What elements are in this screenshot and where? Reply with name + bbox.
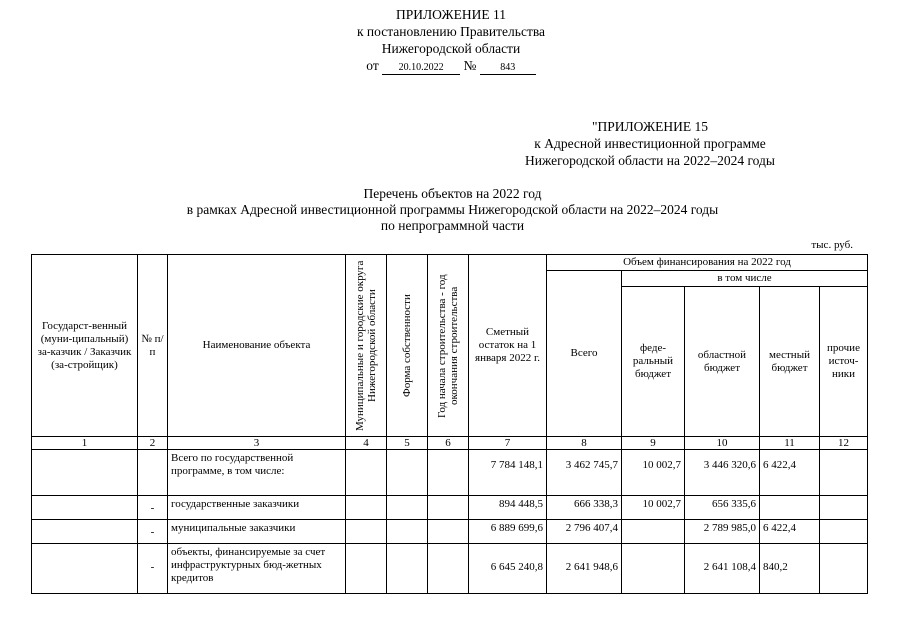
title-line-3: по непрограммной части: [380, 218, 525, 233]
other-value: [820, 450, 868, 496]
header-municipality-text: Муниципальные и городские округа Нижегородской области: [354, 260, 378, 431]
local-value: 6 422,4: [760, 520, 820, 544]
header-years-text: Год начала строительства - год окончания строительства: [436, 273, 460, 418]
federal-value: 10 002,7: [622, 450, 685, 496]
balance-value: 6 889 699,6: [469, 520, 547, 544]
customer-cell: [32, 544, 138, 594]
total-value: 2 641 948,6: [547, 544, 622, 594]
header-municipality: [346, 255, 387, 437]
number-label: №: [463, 58, 477, 73]
title-line-2: в рамках Адресной инвестиционной программы Нижегородской области на 2022–2024 годы: [186, 202, 719, 217]
regional-value: 3 446 320,6: [685, 450, 760, 496]
annex-11-header: [196, 6, 706, 75]
years-cell: [428, 450, 469, 496]
customer-cell: [32, 496, 138, 520]
header-other: прочие источ-ники: [820, 287, 868, 437]
total-value: 3 462 745,7: [547, 450, 622, 496]
header-years: [428, 255, 469, 437]
header-local: местный бюджет: [760, 287, 820, 437]
balance-value: 894 448,5: [469, 496, 547, 520]
row-num: -: [138, 496, 168, 520]
balance-value: 7 784 148,1: [469, 450, 547, 496]
customer-cell: [32, 450, 138, 496]
table-row: [32, 496, 868, 520]
units-label: тыс. руб.: [811, 239, 853, 251]
column-number: 6: [428, 437, 469, 450]
annex-11-signature-line: [196, 57, 706, 75]
years-cell: [428, 520, 469, 544]
federal-value: 10 002,7: [622, 496, 685, 520]
customer-cell: [32, 520, 138, 544]
table-row: [32, 450, 868, 496]
row-num: -: [138, 544, 168, 594]
annex-11-title: ПРИЛОЖЕНИЕ 11: [395, 7, 507, 22]
municipality-cell: [346, 520, 387, 544]
object-name: государственные заказчики: [168, 496, 346, 520]
row-num: -: [138, 520, 168, 544]
total-value: 2 796 407,4: [547, 520, 622, 544]
title-line-1: Перечень объектов на 2022 год: [363, 186, 542, 201]
objects-table: [31, 254, 868, 594]
other-value: [820, 544, 868, 594]
annex-15-header: [470, 118, 830, 169]
ownership-cell: [387, 544, 428, 594]
regional-value: 2 789 985,0: [685, 520, 760, 544]
column-number: 11: [760, 437, 820, 450]
header-total: Всего: [547, 271, 622, 437]
object-name: объекты, финансируемые за счет инфраструктурных бюд-жетных кредитов: [168, 544, 346, 594]
annex-11-line2: к постановлению Правительства: [356, 24, 546, 39]
header-estimated-balance: Сметный остаток на 1 января 2022 г.: [469, 255, 547, 437]
column-number: 2: [138, 437, 168, 450]
local-value: [760, 496, 820, 520]
balance-value: 6 645 240,8: [469, 544, 547, 594]
decree-number: 843: [480, 62, 536, 75]
municipality-cell: [346, 450, 387, 496]
header-ownership-text: Форма собственности: [401, 294, 413, 397]
total-value: 666 338,3: [547, 496, 622, 520]
header-regional: областной бюджет: [685, 287, 760, 437]
federal-value: [622, 544, 685, 594]
from-label: от: [366, 58, 379, 73]
table-row: [32, 544, 868, 594]
column-number: 7: [469, 437, 547, 450]
header-funding-2022: Объем финансирования на 2022 год: [547, 255, 868, 271]
column-number: 4: [346, 437, 387, 450]
federal-value: [622, 520, 685, 544]
header-num: № п/п: [138, 255, 168, 437]
decree-date: 20.10.2022: [382, 62, 460, 75]
column-number: 12: [820, 437, 868, 450]
header-object-name: Наименование объекта: [168, 255, 346, 437]
header-ownership: [387, 255, 428, 437]
object-name: муниципальные заказчики: [168, 520, 346, 544]
other-value: [820, 496, 868, 520]
header-customer: Государст-венный (муни-ципальный) за-казчик / Заказчик (за-стройщик): [32, 255, 138, 437]
municipality-cell: [346, 544, 387, 594]
table-row: [32, 520, 868, 544]
column-number: 10: [685, 437, 760, 450]
column-number: 1: [32, 437, 138, 450]
ownership-cell: [387, 520, 428, 544]
other-value: [820, 520, 868, 544]
column-number-row: [32, 437, 868, 450]
annex-15-line2: к Адресной инвестиционной программе: [534, 136, 766, 151]
regional-value: 2 641 108,4: [685, 544, 760, 594]
years-cell: [428, 544, 469, 594]
municipality-cell: [346, 496, 387, 520]
regional-value: 656 335,6: [685, 496, 760, 520]
ownership-cell: [387, 496, 428, 520]
column-number: 8: [547, 437, 622, 450]
column-number: 9: [622, 437, 685, 450]
annex-15-line3: Нижегородской области на 2022–2024 годы: [525, 153, 775, 168]
header-including: в том числе: [622, 271, 868, 287]
column-number: 5: [387, 437, 428, 450]
header-federal: феде-ральный бюджет: [622, 287, 685, 437]
column-number: 3: [168, 437, 346, 450]
ownership-cell: [387, 450, 428, 496]
annex-11-line3: Нижегородской области: [381, 41, 521, 56]
local-value: 840,2: [760, 544, 820, 594]
object-name: Всего по государственной программе, в том числе:: [168, 450, 346, 496]
row-num: [138, 450, 168, 496]
annex-15-title: "ПРИЛОЖЕНИЕ 15: [591, 119, 709, 134]
years-cell: [428, 496, 469, 520]
local-value: 6 422,4: [760, 450, 820, 496]
document-title: [100, 186, 805, 234]
